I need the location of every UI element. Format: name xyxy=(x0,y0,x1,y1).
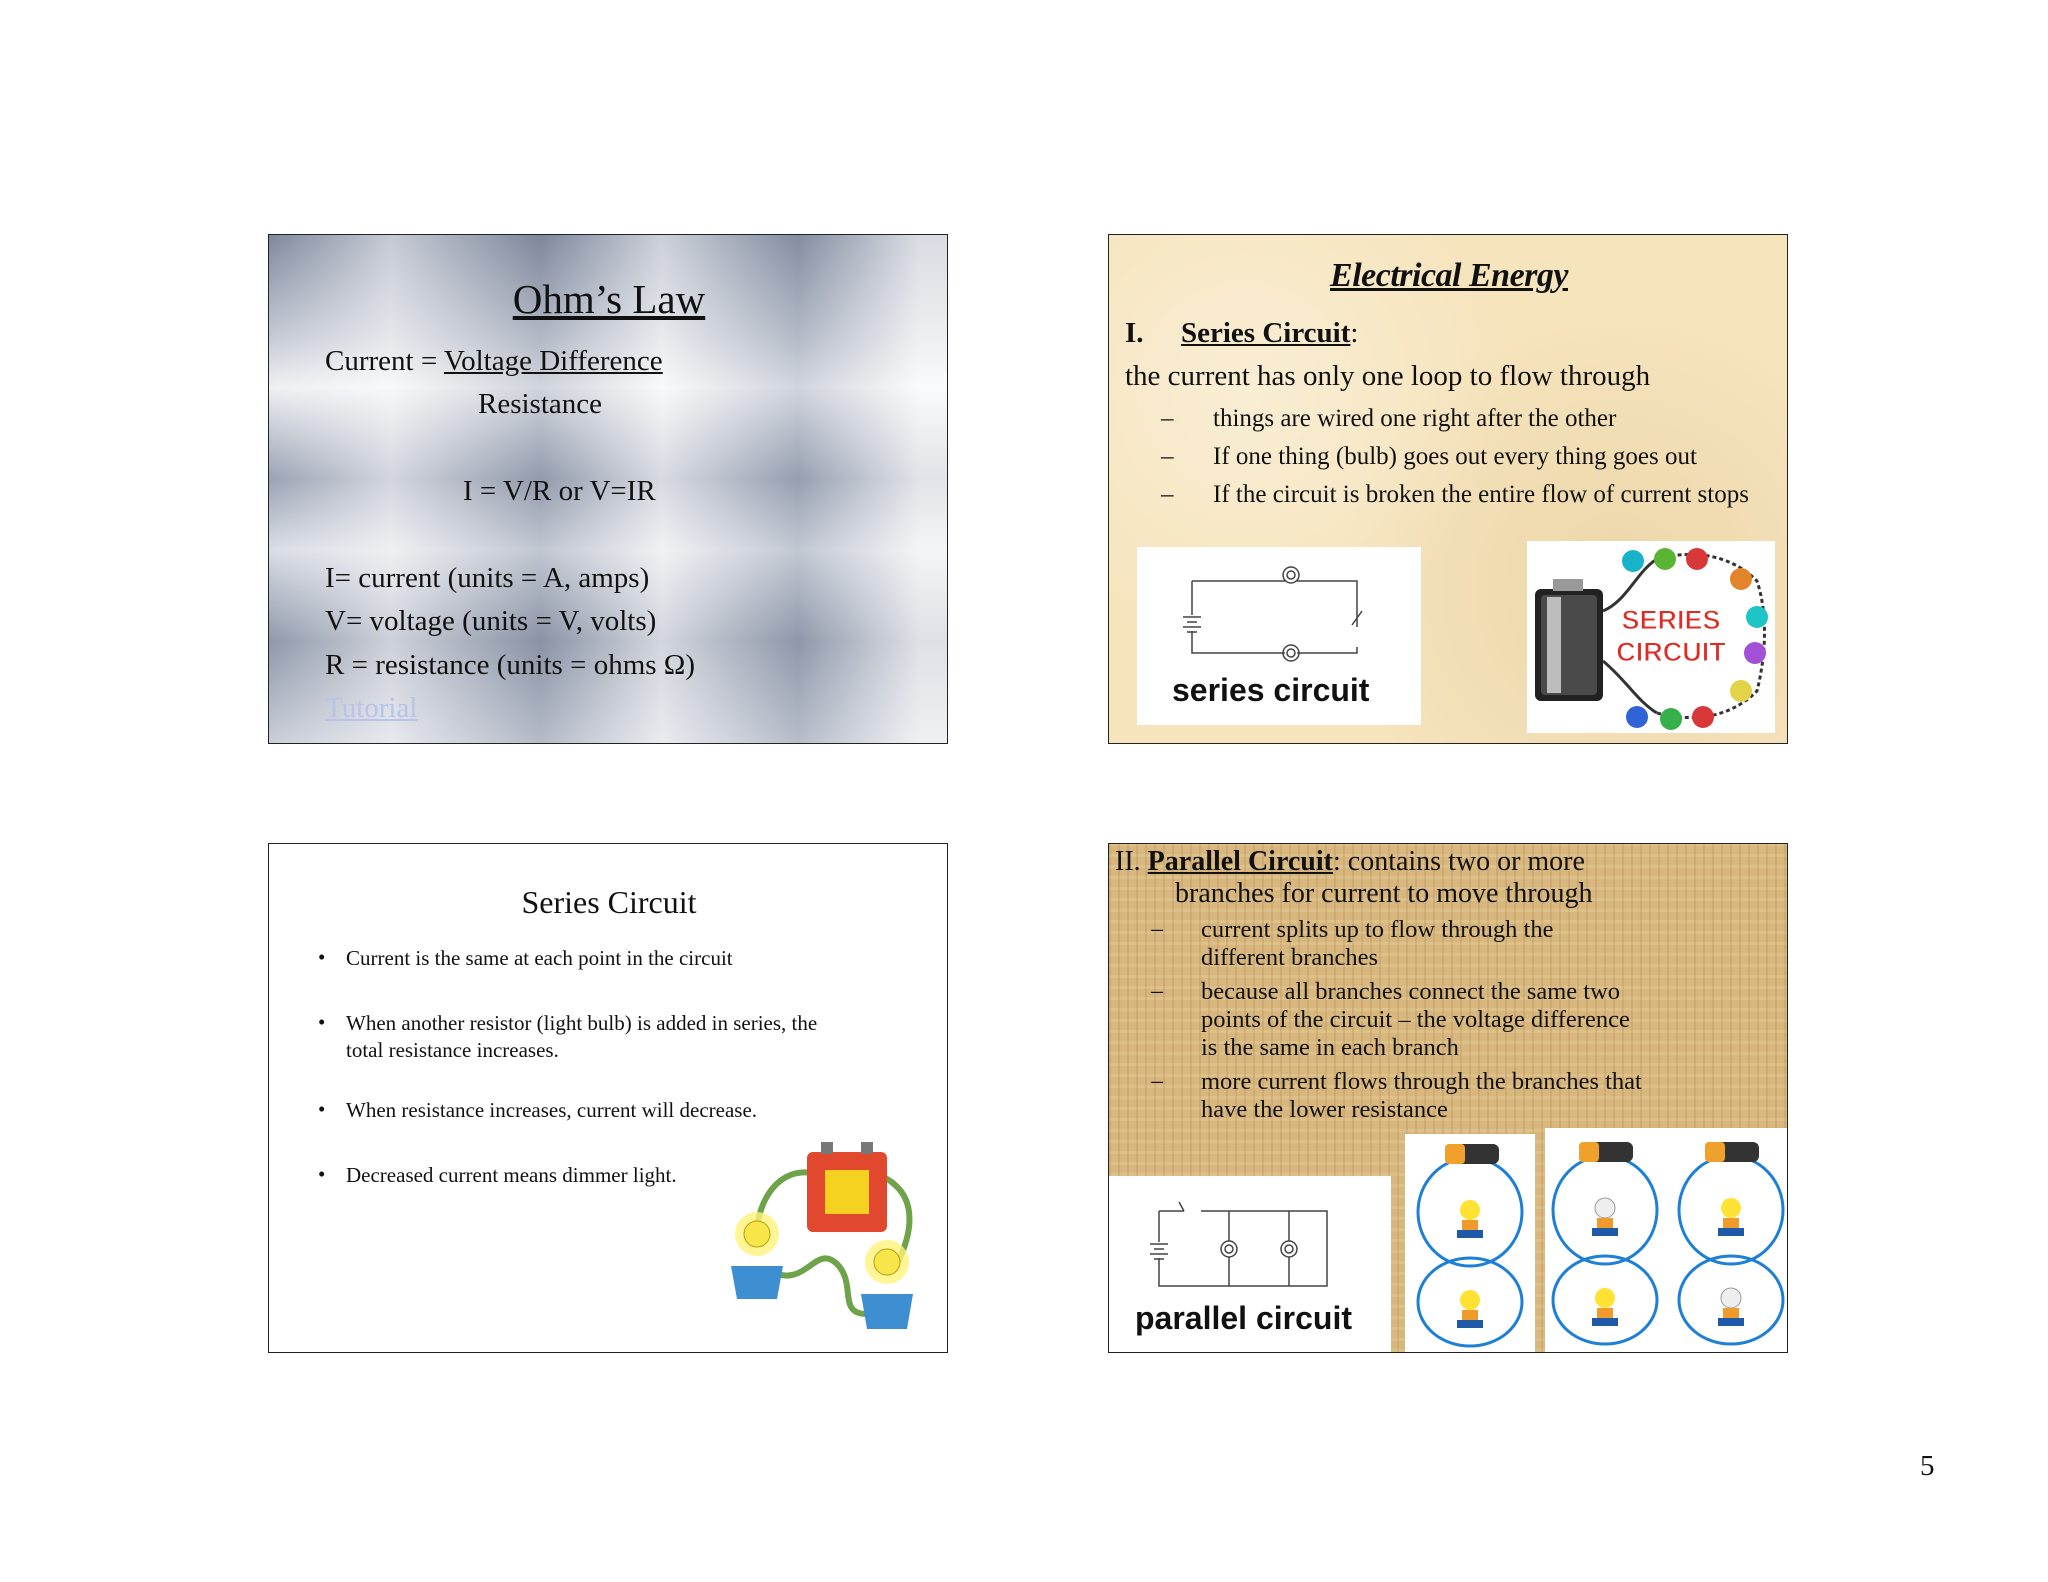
formula-line xyxy=(325,345,663,378)
section-description: the current has only one loop to flow through xyxy=(1125,360,1651,392)
definition-resistance: R = resistance (units = ohms Ω) xyxy=(325,649,695,681)
series-circuit-diagram xyxy=(1137,547,1421,725)
bullet-item: If the circuit is broken the entire flow of current stops xyxy=(1213,481,1749,508)
formula-denominator: Resistance xyxy=(478,388,603,420)
photo-label-circuit: CIRCUIT xyxy=(1616,637,1726,667)
formula-prefix: Current = xyxy=(325,345,444,377)
bullet-dot: • xyxy=(318,945,326,969)
bullet-dash: – xyxy=(1161,443,1174,470)
definition-current: I= current (units = A, amps) xyxy=(325,562,650,594)
series-circuit-photo xyxy=(1527,541,1775,733)
section-heading xyxy=(1125,317,1358,350)
bullet-item: If one thing (bulb) goes out every thing goes out xyxy=(1213,443,1697,470)
bullet-dash: – xyxy=(1151,916,1163,942)
bullet-line: points of the circuit – the voltage difference xyxy=(1201,1006,1630,1033)
bullet-line: because all branches connect the same two xyxy=(1201,978,1621,1005)
parallel-bulbs-panel-2 xyxy=(1545,1128,1788,1353)
slide-title: Electrical Energy xyxy=(1330,257,1568,294)
section-heading-rest: : contains two or more xyxy=(1332,846,1585,877)
diagram-caption: parallel circuit xyxy=(1135,1300,1352,1336)
section-colon: : xyxy=(1350,317,1359,349)
bullet-item: Decreased current means dimmer light. xyxy=(346,1163,677,1187)
bullet-dot: • xyxy=(318,1010,326,1034)
slide-title: Ohm’s Law xyxy=(512,276,706,322)
bullet-line: different branches xyxy=(1201,944,1379,971)
section-heading xyxy=(1115,846,1585,878)
bullet-dash: – xyxy=(1161,405,1174,432)
section-number: II. xyxy=(1115,846,1141,877)
definition-voltage: V= voltage (units = V, volts) xyxy=(325,605,657,637)
bullet-dash: – xyxy=(1151,1068,1163,1094)
parallel-bulbs-illustration xyxy=(1545,1128,1788,1353)
parallel-circuit-schematic xyxy=(1109,1176,1391,1306)
section-label: Parallel Circuit xyxy=(1147,846,1333,877)
slide-ohms-law xyxy=(268,234,948,744)
bullet-item: things are wired one right after the other xyxy=(1213,405,1617,432)
section-heading-line2: branches for current to move through xyxy=(1175,878,1593,909)
bullet-line: is the same in each branch xyxy=(1201,1034,1459,1061)
bullet-line: current splits up to flow through the xyxy=(1201,916,1554,943)
bullet-dash: – xyxy=(1161,481,1174,508)
bullet-dash: – xyxy=(1151,978,1163,1004)
bullet-item: When resistance increases, current will decrease. xyxy=(346,1098,758,1122)
bullet-item xyxy=(1201,916,1553,972)
section-number: I. xyxy=(1125,317,1144,349)
bullet-item: Current is the same at each point in the circuit xyxy=(346,946,733,970)
bullet-line: have the lower resistance xyxy=(1201,1096,1448,1123)
bullet-dot: • xyxy=(318,1162,326,1186)
formula-numerator: Voltage Difference xyxy=(443,345,663,377)
tutorial-link[interactable]: Tutorial xyxy=(325,692,418,724)
diagram-caption: series circuit xyxy=(1172,672,1370,708)
bullet-dot: • xyxy=(318,1097,326,1121)
slide-title: Series Circuit xyxy=(521,884,697,920)
equation: I = V/R or V=IR xyxy=(463,475,656,507)
page-number: 5 xyxy=(1920,1450,1935,1482)
bullet-item xyxy=(1201,1068,1642,1124)
bullet-item-continued: total resistance increases. xyxy=(346,1038,559,1062)
parallel-bulbs-illustration xyxy=(1405,1134,1535,1352)
parallel-bulbs-panel-1 xyxy=(1405,1134,1535,1352)
series-circuit-schematic xyxy=(1137,547,1421,677)
slide-electrical-energy xyxy=(1108,234,1788,744)
bullet-item: When another resistor (light bulb) is added in series, the xyxy=(346,1011,818,1035)
slide-parallel-circuit xyxy=(1108,843,1788,1353)
parallel-circuit-diagram xyxy=(1109,1176,1391,1353)
section-label: Series Circuit xyxy=(1181,317,1351,349)
bullet-line: more current flows through the branches that xyxy=(1201,1068,1642,1095)
slide-series-circuit xyxy=(268,843,948,1353)
battery-bulbs-illustration xyxy=(717,1134,937,1339)
bullet-item xyxy=(1201,978,1630,1062)
photo-label-series: SERIES xyxy=(1621,605,1721,635)
series-circuit-illustration xyxy=(1527,541,1775,733)
